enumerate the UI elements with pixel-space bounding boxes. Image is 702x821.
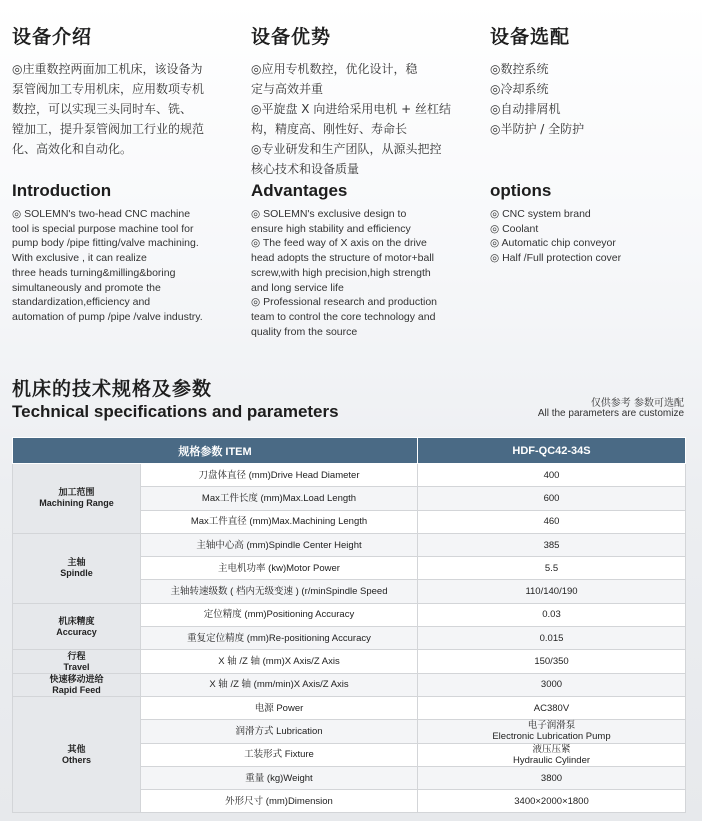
- spec-item: 重量 (kg)Weight: [141, 766, 418, 789]
- intro-cn-title: 设备介绍: [12, 26, 93, 48]
- spec-item: 外形尺寸 (mm)Dimension: [141, 790, 418, 813]
- advantages-en-line: team to control the core technology and: [251, 310, 436, 323]
- table-header-row: [13, 438, 686, 464]
- spec-value: 600: [418, 487, 686, 510]
- advantages-en-line: ◎ Professional research and production: [251, 296, 438, 309]
- advantages-en-line: and long service life: [251, 281, 344, 294]
- advantages-cn-line: 核心技术和设备质量: [251, 162, 360, 176]
- spec-item: 刀盘体直径 (mm)Drive Head Diameter: [141, 464, 418, 487]
- category-cn: 行程: [67, 650, 86, 661]
- advantages-en-line: screw,with high precision,high strength: [251, 266, 431, 279]
- intro-cn-line: 镗加工，提升泵管阀加工行业的规范: [12, 122, 205, 136]
- advantages-en-line: head adopts the structure of motor+ball: [251, 252, 434, 265]
- table-row: [13, 673, 686, 696]
- category-rapid-feed: [13, 673, 141, 696]
- options-en-line: ◎ Automatic chip conveyor: [490, 237, 616, 250]
- intro-cn-line: 泵管阀加工专用机床，应用数项专机: [12, 82, 205, 96]
- spec-value-en: Electronic Lubrication Pump: [492, 731, 611, 743]
- specs-note-cn: 仅供参考 参数可选配: [590, 398, 684, 409]
- spec-item: 主电机功率 (kw)Motor Power: [141, 557, 418, 580]
- intro-cn-line: ◎庄重数控两面加工机床，该设备为: [12, 62, 203, 76]
- table-row: [13, 533, 686, 556]
- spec-value: AC380V: [418, 696, 686, 719]
- table-row: [13, 650, 686, 673]
- advantages-en-line: quality from the source: [251, 325, 358, 338]
- category-en: Accuracy: [56, 626, 97, 637]
- spec-item: 电源 Power: [141, 696, 418, 719]
- intro-en-section: [12, 181, 227, 325]
- category-cn: 快速移动进给: [49, 673, 104, 684]
- advantages-cn-line: 定与高效并重: [251, 82, 324, 96]
- options-section: [490, 22, 702, 139]
- header-item: 规格参数 ITEM: [13, 438, 418, 464]
- intro-en-line: simultaneously and promote the: [12, 281, 161, 294]
- spec-item: 工装形式 Fixture: [141, 743, 418, 766]
- intro-en-line: automation of pump /pipe /valve industry.: [12, 310, 203, 323]
- options-en-title: options: [490, 181, 552, 200]
- options-en-line: ◎ CNC system brand: [490, 208, 591, 220]
- spec-item: 主轴转速级数 ( 档内无级变速 ) (r/minSpindle Speed: [141, 580, 418, 603]
- category-travel: [13, 650, 141, 673]
- spec-value: 0.015: [418, 627, 686, 650]
- spec-item: 定位精度 (mm)Positioning Accuracy: [141, 603, 418, 626]
- specs-title-cn: 机床的技术规格及参数: [12, 378, 213, 400]
- advantages-en-line: ensure high stability and efficiency: [251, 222, 411, 235]
- spec-value: [418, 720, 686, 743]
- intro-en-line: standardization,efficiency and: [12, 296, 151, 309]
- options-cn-line: ◎数控系统: [490, 62, 549, 76]
- spec-value-en: Hydraulic Cylinder: [512, 754, 591, 766]
- category-accuracy: [13, 603, 141, 650]
- advantages-en-line: ◎ SOLEMN's exclusive design to: [251, 208, 407, 220]
- intro-en-line: tool is special purpose machine tool for: [12, 222, 194, 235]
- spec-item: Max工件直径 (mm)Max.Machining Length: [141, 510, 418, 533]
- advantages-en-line: ◎ The feed way of X axis on the drive: [251, 237, 427, 250]
- spec-item: 主轴中心高 (mm)Spindle Center Height: [141, 533, 418, 556]
- advantages-en-title: Advantages: [251, 181, 348, 200]
- category-cn: 其他: [67, 743, 86, 754]
- category-en: Others: [61, 754, 91, 765]
- options-cn-line: ◎自动排屑机: [490, 102, 561, 116]
- spec-value: 400: [418, 464, 686, 487]
- spec-item: X 轴 /Z 轴 (mm)X Axis/Z Axis: [141, 650, 418, 673]
- header-model: HDF-QC42-34S: [418, 438, 686, 464]
- options-en-line: ◎ Half /Full protection cover: [490, 252, 622, 265]
- advantages-cn-line: 构，精度高、刚性好、寿命长: [251, 122, 408, 136]
- spec-value: 3800: [418, 766, 686, 789]
- options-cn-line: ◎半防护 / 全防护: [490, 122, 585, 136]
- intro-section: [12, 22, 227, 159]
- category-cn: 主轴: [67, 557, 86, 568]
- spec-value-cn: 液压压紧: [532, 743, 571, 755]
- options-en-line: ◎ Coolant: [490, 222, 539, 235]
- advantages-cn-title: 设备优势: [251, 26, 332, 48]
- advantages-cn-line: ◎应用专机数控，优化设计，稳: [251, 62, 418, 76]
- spec-value: 5.5: [418, 557, 686, 580]
- spec-item: X 轴 /Z 轴 (mm/min)X Axis/Z Axis: [141, 673, 418, 696]
- category-spindle: [13, 533, 141, 603]
- category-others: [13, 696, 141, 812]
- options-en-section: [490, 181, 702, 266]
- advantages-en-section: [251, 181, 466, 339]
- specs-title-en: Technical specifications and parameters: [12, 402, 339, 421]
- category-en: Travel: [63, 661, 90, 672]
- specs-note-en: All the parameters are customize: [537, 408, 684, 419]
- intro-en-line: three heads turning&milling&boring: [12, 266, 176, 279]
- spec-item: 润滑方式 Lubrication: [141, 720, 418, 743]
- category-cn: 加工范围: [58, 487, 95, 498]
- category-en: Rapid Feed: [52, 684, 101, 695]
- options-cn-title: 设备选配: [490, 26, 571, 48]
- intro-en-line: ◎ SOLEMN's two-head CNC machine: [12, 208, 191, 220]
- spec-value: 385: [418, 533, 686, 556]
- category-cn: 机床精度: [58, 615, 95, 626]
- table-row: [13, 696, 686, 719]
- spec-value: 110/140/190: [418, 580, 686, 603]
- options-cn-line: ◎冷却系统: [490, 82, 549, 96]
- spec-value: 3400×2000×1800: [418, 790, 686, 813]
- advantages-section: [251, 22, 466, 179]
- table-row: [13, 464, 686, 487]
- category-machining: [13, 464, 141, 534]
- intro-en-line: pump body /pipe fitting/valve machining.: [12, 237, 199, 250]
- category-en: Machining Range: [39, 498, 114, 509]
- intro-en-line: With exclusive , it can realize: [12, 252, 147, 265]
- spec-value: 3000: [418, 673, 686, 696]
- intro-cn-line: 数控，可以实现三头同时车、铣、: [12, 102, 193, 116]
- spec-value-cn: 电子润滑泵: [527, 720, 576, 732]
- spec-item: Max工件长度 (mm)Max.Load Length: [141, 487, 418, 510]
- spec-value: 460: [418, 510, 686, 533]
- intro-cn-line: 化、高效化和自动化。: [12, 142, 133, 156]
- intro-en-title: Introduction: [12, 181, 112, 200]
- spec-value: [418, 743, 686, 766]
- specs-table: [12, 437, 686, 813]
- spec-value: 0.03: [418, 603, 686, 626]
- spec-item: 重复定位精度 (mm)Re-positioning Accuracy: [141, 627, 418, 650]
- table-row: [13, 603, 686, 626]
- advantages-cn-line: ◎专业研发和生产团队，从源头把控: [251, 142, 442, 156]
- category-en: Spindle: [60, 568, 93, 579]
- advantages-cn-line: ◎平旋盘 X 向进给采用电机 + 丝杠结: [251, 102, 452, 116]
- spec-value: 150/350: [418, 650, 686, 673]
